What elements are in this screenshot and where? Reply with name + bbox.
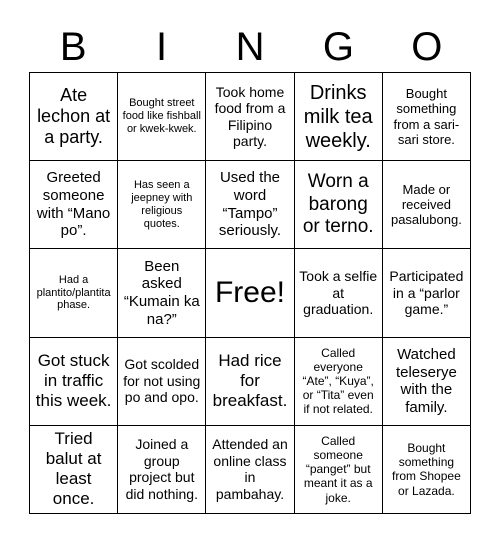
bingo-cell-9[interactable]: Worn a barong or terno. <box>295 161 383 249</box>
bingo-cell-2[interactable]: Bought street food like fishball or kwek-kwek. <box>118 73 206 161</box>
bingo-cell-11[interactable]: Had a plantito/plantita phase. <box>30 249 118 337</box>
header-letter-i: I <box>156 25 168 69</box>
free-space[interactable]: Free! <box>206 249 294 337</box>
bingo-cell-24[interactable]: Called someone “panget” but meant it as a joke. <box>295 426 383 514</box>
header-letter-b: B <box>59 25 87 69</box>
bingo-cell-15[interactable]: Participated in a “parlor game.” <box>383 249 471 337</box>
header-letter-o: O <box>411 25 443 69</box>
bingo-cell-19[interactable]: Called everyone “Ate”, “Kuya”, or “Tita” even if not related. <box>295 338 383 426</box>
bingo-cell-25[interactable]: Bought something from Shopee or Lazada. <box>383 426 471 514</box>
bingo-cell-18[interactable]: Had rice for breakfast. <box>206 338 294 426</box>
bingo-cell-1[interactable]: Ate lechon at a party. <box>30 73 118 161</box>
bingo-header <box>29 22 471 72</box>
bingo-cell-23[interactable]: Attended an online class in pambahay. <box>206 426 294 514</box>
bingo-cell-10[interactable]: Made or received pasalubong. <box>383 161 471 249</box>
bingo-cell-22[interactable]: Joined a group project but did nothing. <box>118 426 206 514</box>
bingo-cell-5[interactable]: Bought something from a sari-sari store. <box>383 73 471 161</box>
bingo-cell-4[interactable]: Drinks milk tea weekly. <box>295 73 383 161</box>
bingo-cell-6[interactable]: Greeted someone with “Mano po”. <box>30 161 118 249</box>
header-letter-n: N <box>235 25 265 69</box>
bingo-board <box>29 72 471 514</box>
bingo-cell-8[interactable]: Used the word “Tampo” seriously. <box>206 161 294 249</box>
bingo-cell-12[interactable]: Been asked “Kumain ka na?” <box>118 249 206 337</box>
bingo-cell-14[interactable]: Took a selfie at graduation. <box>295 249 383 337</box>
bingo-cell-21[interactable]: Tried balut at least once. <box>30 426 118 514</box>
bingo-cell-3[interactable]: Took home food from a Filipino party. <box>206 73 294 161</box>
bingo-cell-17[interactable]: Got scolded for not using po and opo. <box>118 338 206 426</box>
header-letter-g: G <box>322 25 354 69</box>
bingo-cell-20[interactable]: Watched teleserye with the family. <box>383 338 471 426</box>
bingo-cell-7[interactable]: Has seen a jeepney with religious quotes. <box>118 161 206 249</box>
bingo-cell-16[interactable]: Got stuck in traffic this week. <box>30 338 118 426</box>
